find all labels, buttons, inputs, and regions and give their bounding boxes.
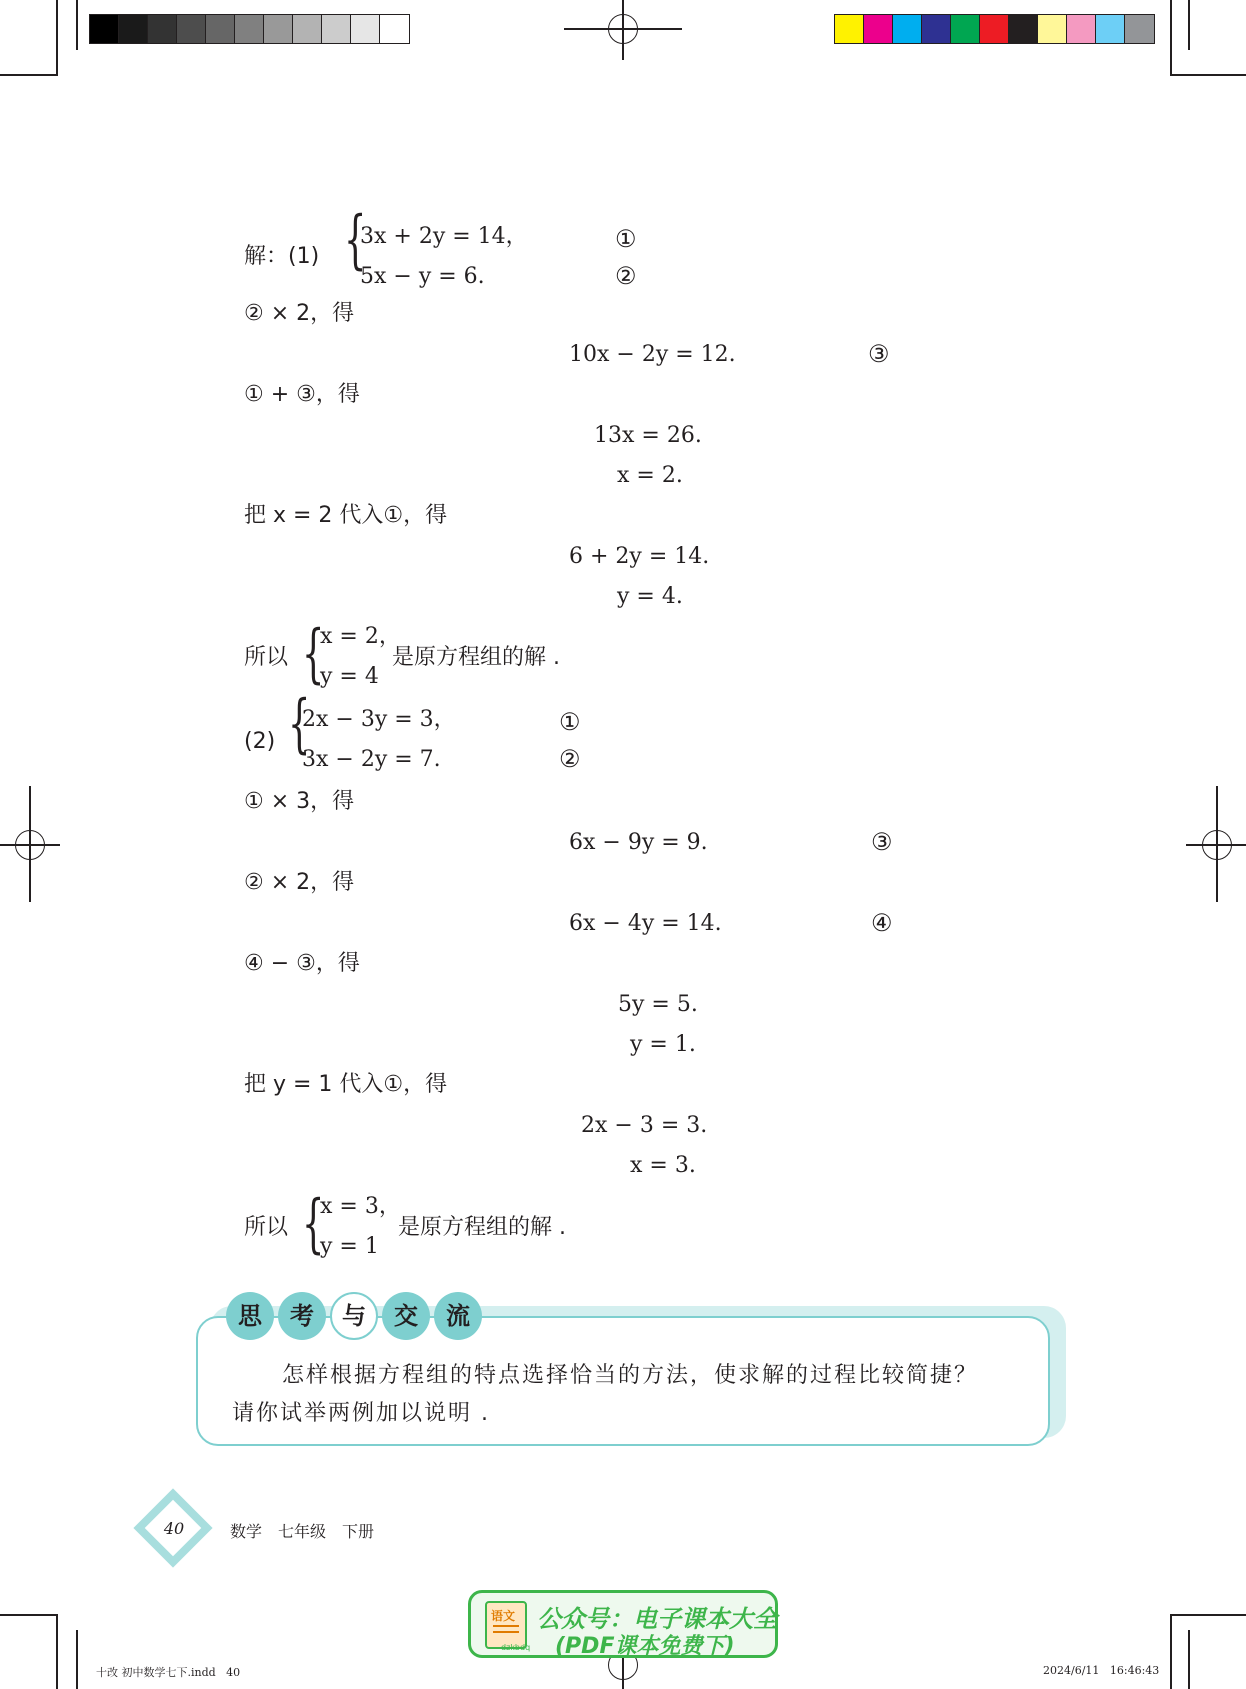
book-title: 数学 七年级 下册 xyxy=(230,1522,375,1541)
equation-x3: x = 3. xyxy=(630,1153,696,1178)
result1-y: y = 4 xyxy=(320,664,379,689)
label-4: ④ xyxy=(871,909,893,937)
system1-eq2: 5x − y = 6. xyxy=(360,264,485,289)
gray-swatch-3 xyxy=(148,15,177,43)
gray-swatch-2 xyxy=(119,15,148,43)
label-2b: ② xyxy=(559,745,581,773)
watermark-line1: 公众号：电子课本大全 xyxy=(537,1605,777,1633)
equation-x2: x = 2. xyxy=(617,463,683,488)
gray-swatch-6 xyxy=(235,15,264,43)
gray-calibration-bar xyxy=(89,14,410,44)
book-icon xyxy=(485,1601,527,1649)
color-swatch-11 xyxy=(1125,15,1154,43)
step-multiply-2b: ② × 2，得 xyxy=(244,870,355,895)
therefore-2: 所以 xyxy=(244,1215,289,1240)
color-swatch-7 xyxy=(1009,15,1038,43)
color-swatch-10 xyxy=(1096,15,1125,43)
file-info: 十改 初中数学七下.indd 40 xyxy=(96,1666,241,1679)
think-char-2: 考 xyxy=(278,1292,326,1340)
result2-y: y = 1 xyxy=(320,1234,379,1259)
print-timestamp: 2024/6/11 16:46:43 xyxy=(1043,1664,1160,1677)
watermark-badge xyxy=(468,1590,778,1658)
think-question-line2: 请你试举两例加以说明 . xyxy=(232,1401,490,1426)
step-subtract: ④ − ③，得 xyxy=(244,951,360,976)
system1-eq1: 3x + 2y = 14， xyxy=(360,224,528,249)
brace-result1: { xyxy=(302,617,325,691)
system2-eq1: 2x − 3y = 3， xyxy=(302,707,456,732)
step-multiply: ② × 2，得 xyxy=(244,301,355,326)
color-swatch-6 xyxy=(980,15,1009,43)
color-swatch-1 xyxy=(835,15,864,43)
label-3: ③ xyxy=(868,340,890,368)
part1-label: 解：(1) xyxy=(244,244,320,269)
think-char-5: 流 xyxy=(434,1292,482,1340)
equation-y1: y = 1. xyxy=(630,1032,696,1057)
equation-6p2y: 6 + 2y = 14. xyxy=(569,544,710,569)
equation-6x4y: 6x − 4y = 14. xyxy=(569,911,722,936)
label-1: ① xyxy=(615,225,637,253)
therefore-1: 所以 xyxy=(244,645,289,670)
equation-10x: 10x − 2y = 12. xyxy=(569,342,736,367)
brace-result2: { xyxy=(302,1187,325,1261)
think-char-1: 思 xyxy=(226,1292,274,1340)
step-multiply-3: ① × 3，得 xyxy=(244,789,355,814)
color-swatch-9 xyxy=(1067,15,1096,43)
watermark-line2: (PDF课本免费下) xyxy=(555,1634,735,1659)
think-char-4: 交 xyxy=(382,1292,430,1340)
badge-sub: dzkbdq xyxy=(501,1643,531,1652)
result2-suffix: 是原方程组的解 . xyxy=(398,1215,566,1240)
page-number: 40 xyxy=(163,1519,185,1538)
result1-suffix: 是原方程组的解 . xyxy=(392,645,560,670)
think-char-3: 与 xyxy=(330,1292,378,1340)
color-calibration-bar xyxy=(834,14,1155,44)
equation-2x3: 2x − 3 = 3. xyxy=(581,1113,708,1138)
part2-label: (2) xyxy=(244,729,276,754)
gray-swatch-9 xyxy=(322,15,351,43)
step-substitute: 把 x = 2 代入①，得 xyxy=(244,503,448,528)
think-discuss-box xyxy=(196,1316,1050,1446)
color-swatch-8 xyxy=(1038,15,1067,43)
gray-swatch-8 xyxy=(293,15,322,43)
gray-swatch-11 xyxy=(380,15,409,43)
equation-5y: 5y = 5. xyxy=(618,992,698,1017)
label-2: ② xyxy=(615,262,637,290)
system2-eq2: 3x − 2y = 7. xyxy=(302,747,441,772)
brace-system1: { xyxy=(344,203,367,277)
result2-x: x = 3， xyxy=(320,1194,401,1219)
badge-label: 语文 xyxy=(491,1609,516,1623)
gray-swatch-10 xyxy=(351,15,380,43)
color-swatch-2 xyxy=(864,15,893,43)
step-add: ① + ③，得 xyxy=(244,382,360,407)
equation-6x9y: 6x − 9y = 9. xyxy=(569,830,708,855)
label-1b: ① xyxy=(559,708,581,736)
gray-swatch-4 xyxy=(177,15,206,43)
step-substitute-2: 把 y = 1 代入①，得 xyxy=(244,1072,448,1097)
brace-system2: { xyxy=(288,687,311,761)
result1-x: x = 2， xyxy=(320,624,401,649)
gray-swatch-1 xyxy=(90,15,119,43)
gray-swatch-7 xyxy=(264,15,293,43)
label-3b: ③ xyxy=(871,828,893,856)
color-swatch-5 xyxy=(951,15,980,43)
color-swatch-4 xyxy=(922,15,951,43)
color-swatch-3 xyxy=(893,15,922,43)
think-question-line1: 怎样根据方程组的特点选择恰当的方法，使求解的过程比较简捷？ xyxy=(282,1363,979,1388)
equation-13x: 13x = 26. xyxy=(594,423,702,448)
equation-y4: y = 4. xyxy=(617,584,683,609)
gray-swatch-5 xyxy=(206,15,235,43)
